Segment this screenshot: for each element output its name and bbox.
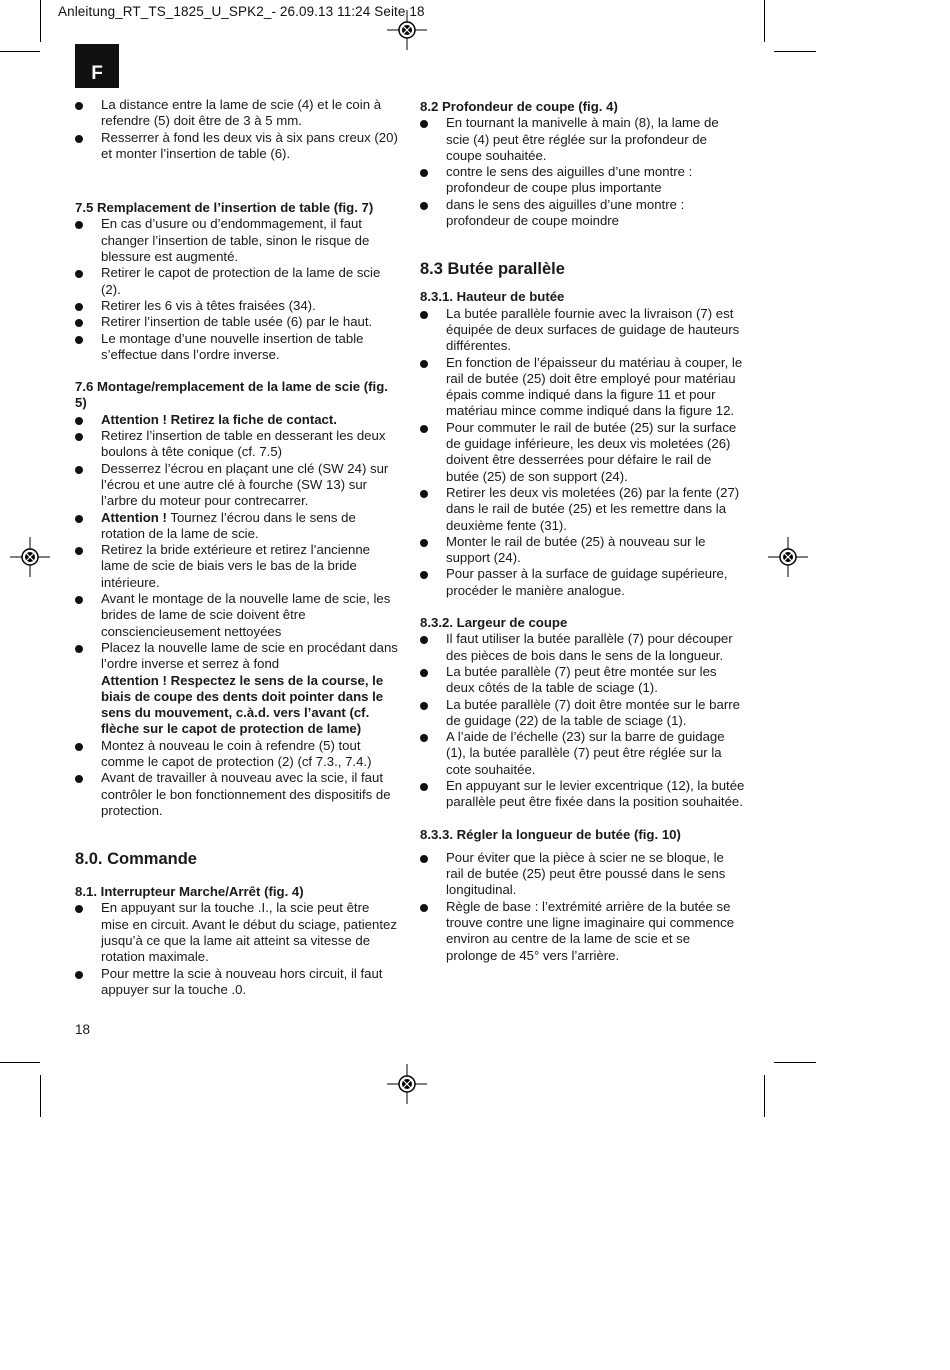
list-item: Retirer l’insertion de table usée (6) par le haut. xyxy=(75,314,400,330)
registration-mark-icon xyxy=(768,537,808,577)
bullet-icon xyxy=(420,169,428,177)
crop-mark xyxy=(774,51,816,52)
bullet-icon xyxy=(75,417,83,425)
list-item: Retirer les 6 vis à têtes fraisées (34). xyxy=(75,298,400,314)
bullet-icon xyxy=(420,425,428,433)
registration-mark-icon xyxy=(387,1064,427,1104)
print-slug: Anleitung_RT_TS_1825_U_SPK2_- 26.09.13 11:24 Seite 18 xyxy=(58,4,425,19)
bullet-icon xyxy=(420,783,428,791)
section-8-2-list xyxy=(420,115,745,229)
list-item: A l’aide de l’échelle (23) sur la barre de guidage (1), la butée parallèle (7) peut être réglée sur la cote souhaitée. xyxy=(420,729,745,778)
section-heading-8-2: 8.2 Profondeur de coupe (fig. 4) xyxy=(420,99,618,114)
page-number: 18 xyxy=(75,1022,91,1037)
list-item: Retirez l’insertion de table en desserant les deux boulons à tête conique (cf. 7.5) xyxy=(75,428,400,461)
bullet-icon xyxy=(75,270,83,278)
crop-mark xyxy=(0,1062,40,1063)
right-column xyxy=(420,99,745,964)
bullet-icon xyxy=(420,855,428,863)
left-column xyxy=(75,97,400,998)
list-item: La butée parallèle (7) doit être montée sur le barre de guidage (22) de la table de sciage (1). xyxy=(420,697,745,730)
list-item: Desserrez l’écrou en plaçant une clé (SW 24) sur l’écrou et une autre clé à fourche (SW 13) sur l’arbre du moteur pour contrecarrer. xyxy=(75,461,400,510)
section-heading-8-3-3: 8.3.3. Régler la longueur de butée (fig. 10) xyxy=(420,826,681,842)
bullet-icon xyxy=(420,571,428,579)
crop-mark xyxy=(40,1075,41,1117)
list-item: Avant le montage de la nouvelle lame de scie, les brides de lame de scie doivent être consciencieusement nettoyées xyxy=(75,591,400,640)
registration-mark-icon xyxy=(387,10,427,50)
list-item: Pour passer à la surface de guidage supérieure, procéder le manière analogue. xyxy=(420,566,745,599)
list-item: Monter le rail de butée (25) à nouveau sur le support (24). xyxy=(420,534,745,567)
section-8-3-1-list xyxy=(420,306,745,599)
language-tab: F xyxy=(75,44,119,88)
list-item: contre le sens des aiguilles d’une montre : profondeur de coupe plus importante xyxy=(420,164,745,197)
section-heading-7-6: 7.6 Montage/remplacement de la lame de scie (fig. 5) xyxy=(75,379,388,411)
list-item: En appuyant sur la touche .I., la scie peut être mise en circuit. Avant le début du sciage, patientez jusqu’à ce que la lame ait atteint sa vitesse de rotation maximale. xyxy=(75,900,400,965)
list-item: dans le sens des aiguilles d’une montre : profondeur de coupe moindre xyxy=(420,197,745,230)
list-item: Pour éviter que la pièce à scier ne se bloque, le rail de butée (25) peut être poussé dans le sens longitudinal. xyxy=(420,850,745,899)
list-item: Pour commuter le rail de butée (25) sur la surface de guidage inférieure, les deux vis moletées (26) doivent être desserrées pour défaire le rail de butée (25) de son support (24). xyxy=(420,420,745,485)
bullet-icon xyxy=(75,303,83,311)
list-item: Retirer les deux vis moletées (26) par la fente (27) dans le rail de butée (25) et les remettre dans la deuxième fente (31). xyxy=(420,485,745,534)
list-item: Retirez la bride extérieure et retirez l’ancienne lame de scie de biais vers le bas de la bride intérieure. xyxy=(75,542,400,591)
list-item: Montez à nouveau le coin à refendre (5) tout comme le capot de protection (2) (cf 7.3., 7.4.) xyxy=(75,738,400,771)
bullet-icon xyxy=(420,120,428,128)
bullet-icon xyxy=(75,336,83,344)
bullet-icon xyxy=(75,319,83,327)
list-item: La butée parallèle (7) peut être montée sur les deux côtés de la table de sciage (1). xyxy=(420,664,745,697)
list-item: En cas d’usure ou d’endommagement, il faut changer l’insertion de table, sinon le risque de blessure est augmenté. xyxy=(75,216,400,265)
bullet-icon xyxy=(75,433,83,441)
section-heading-8-3: 8.3 Butée parallèle xyxy=(420,260,565,279)
bullet-icon xyxy=(420,490,428,498)
list-item: Règle de base : l’extrémité arrière de la butée se trouve contre une ligne imaginaire qui commence environ au centre de la lame de scie et se prolonge de 45° vers l’arrière. xyxy=(420,899,745,964)
section-7-6-list xyxy=(75,412,400,819)
list-item: Resserrer à fond les deux vis à six pans creux (20) et monter l’insertion de table (6). xyxy=(75,130,400,163)
intro-list xyxy=(75,97,400,162)
bullet-icon xyxy=(75,596,83,604)
section-heading-8-3-1: 8.3.1. Hauteur de butée xyxy=(420,289,565,305)
list-item: En appuyant sur le levier excentrique (12), la butée parallèle peut être fixée dans la position souhaitée. xyxy=(420,778,745,811)
bullet-icon xyxy=(420,539,428,547)
list-item: Avant de travailler à nouveau avec la scie, il faut contrôler le bon fonctionnement des dispositifs de protection. xyxy=(75,770,400,819)
section-heading-8-0: 8.0. Commande xyxy=(75,850,197,869)
section-8-3-2-list xyxy=(420,631,745,810)
bullet-icon xyxy=(75,135,83,143)
list-item: Attention ! Tournez l’écrou dans le sens de rotation de la lame de scie. xyxy=(75,510,400,543)
section-heading-8-1: 8.1. Interrupteur Marche/Arrêt (fig. 4) xyxy=(75,884,304,900)
bullet-icon xyxy=(75,221,83,229)
bullet-icon xyxy=(75,515,83,523)
bullet-icon xyxy=(75,645,83,653)
section-8-1-list xyxy=(75,900,400,998)
bullet-icon xyxy=(75,547,83,555)
bullet-icon xyxy=(420,360,428,368)
bullet-icon xyxy=(75,905,83,913)
section-heading-8-3-2: 8.3.2. Largeur de coupe xyxy=(420,615,568,631)
bullet-icon xyxy=(420,311,428,319)
list-item: Pour mettre la scie à nouveau hors circuit, il faut appuyer sur la touche .0. xyxy=(75,966,400,999)
section-heading-7-5: 7.5 Remplacement de l’insertion de table (fig. 7) xyxy=(75,200,374,216)
bullet-icon xyxy=(420,202,428,210)
bullet-icon xyxy=(75,102,83,110)
bullet-icon xyxy=(75,466,83,474)
section-8-3-3-list xyxy=(420,850,745,964)
bullet-icon xyxy=(420,904,428,912)
bullet-icon xyxy=(420,636,428,644)
list-item: En tournant la manivelle à main (8), la lame de scie (4) peut être réglée sur la profondeur de coupe souhaitée. xyxy=(420,115,745,164)
list-item: La distance entre la lame de scie (4) et le coin à refendre (5) doit être de 3 à 5 mm. xyxy=(75,97,400,130)
list-item: Le montage d’une nouvelle insertion de table s’effectue dans l’ordre inverse. xyxy=(75,331,400,364)
list-item: Attention ! Retirez la fiche de contact. xyxy=(75,412,400,428)
list-item: Placez la nouvelle lame de scie en procédant dans l’ordre inverse et serrez à fond Attention ! Respectez le sens de la course, le biais de coupe des dents doit pointer dans le sens du mouvement, c.à.d. vers l’avant (cf. flèche sur le capot de protection de lame) xyxy=(75,640,400,738)
crop-mark xyxy=(764,0,765,42)
crop-mark xyxy=(764,1075,765,1117)
list-item: La butée parallèle fournie avec la livraison (7) est équipée de deux surfaces de guidage de hauteurs différentes. xyxy=(420,306,745,355)
bullet-icon xyxy=(420,702,428,710)
list-item: En fonction de l’épaisseur du matériau à couper, le rail de butée (25) doit être employé pour matériau épais comme indiqué dans la figure 11 et pour matériau mince comme indiqué dans la figure 12. xyxy=(420,355,745,420)
registration-mark-icon xyxy=(10,537,50,577)
crop-mark xyxy=(0,51,40,52)
list-item: Retirer le capot de protection de la lame de scie (2). xyxy=(75,265,400,298)
section-7-5-list xyxy=(75,216,400,363)
crop-mark xyxy=(40,0,41,42)
list-item: Il faut utiliser la butée parallèle (7) pour découper des pièces de bois dans le sens de la longueur. xyxy=(420,631,745,664)
bullet-icon xyxy=(420,734,428,742)
bullet-icon xyxy=(420,669,428,677)
crop-mark xyxy=(774,1062,816,1063)
bullet-icon xyxy=(75,775,83,783)
bullet-icon xyxy=(75,743,83,751)
bullet-icon xyxy=(75,971,83,979)
